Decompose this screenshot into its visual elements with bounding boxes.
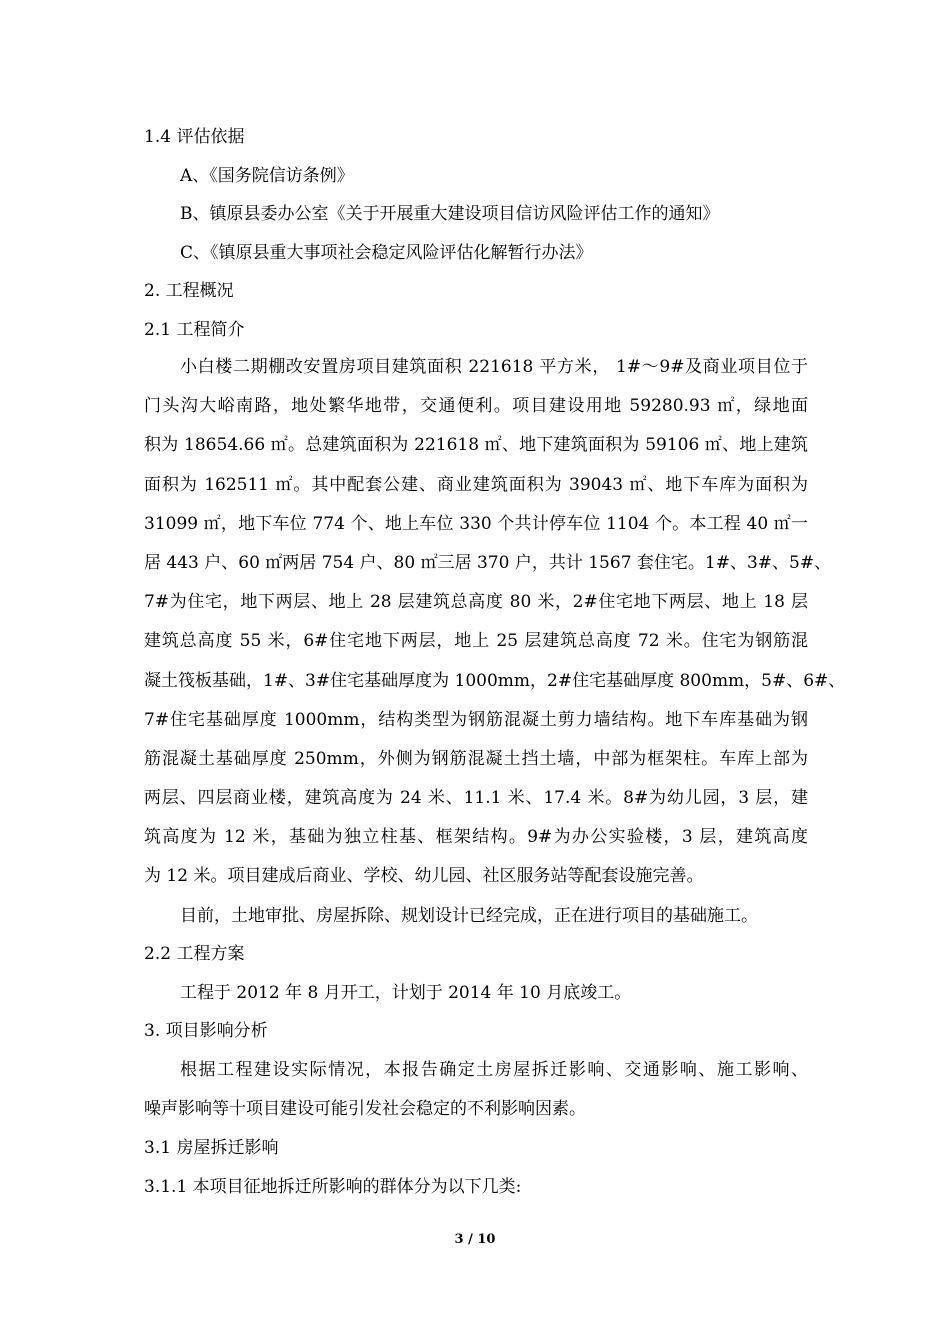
section-heading-2-1: 2.1 工程简介 [144, 319, 245, 340]
section-heading-3: 3. 项目影响分析 [144, 1021, 268, 1042]
paragraph-line: 凝土筏板基础，1#、3#住宅基础厚度为 1000mm，2#住宅基础厚度 800mm，5#、6#、 [144, 670, 846, 691]
project-intro-paragraph [144, 348, 846, 897]
section-heading-3-1-1: 3.1.1 本项目征地拆迁所影响的群体分为以下几类: [144, 1176, 522, 1197]
paragraph-line: 为 12 米。项目建成后商业、学校、幼儿园、社区服务站等配套设施完善。 [144, 866, 704, 887]
paragraph-line: 居 443 户、60 ㎡两居 754 户、80 ㎡三居 370 户，共计 1567 套住宅。1#、3#、5#、 [144, 552, 832, 573]
impact-analysis-paragraph [144, 1051, 808, 1129]
paragraph-line: 两层、四层商业楼，建筑高度为 24 米、11.1 米、17.4 米。8#为幼儿园，3 层，建 [144, 788, 808, 809]
paragraph-line: 31099 ㎡，地下车位 774 个、地上车位 330 个共计停车位 1104 个。本工程 40 ㎡一 [144, 513, 808, 534]
paragraph-line: 小白楼二期棚改安置房项目建筑面积 221618 平方米， 1#～9#及商业项目位于 [180, 357, 808, 377]
paragraph-line: 建筑总高度 55 米，6#住宅地下两层，地上 25 层建筑总高度 72 米。住宅为钢筋混 [144, 631, 808, 652]
project-status-text: 目前，土地审批、房屋拆除、规划设计已经完成，正在进行项目的基础施工。 [180, 905, 758, 926]
section-heading-2-2: 2.2 工程方案 [144, 944, 245, 965]
paragraph-line: 根据工程建设实际情况，本报告确定土房屋拆迁影响、交通影响、施工影响、 [180, 1059, 808, 1080]
paragraph-line: 7#为住宅，地下两层、地上 28 层建筑总高度 80 米，2#住宅地下两层、地上 18 层 [144, 592, 808, 613]
page-number: 3 / 10 [454, 1232, 496, 1247]
section-heading-1-4: 1.4 评估依据 [144, 127, 245, 147]
section-heading-2: 2. 工程概况 [144, 281, 234, 301]
paragraph-line: 筑高度为 12 米，基础为独立柱基、框架结构。9#为办公实验楼，3 层，建筑高度 [144, 827, 808, 848]
paragraph-line: 7#住宅基础厚度 1000mm，结构类型为钢筋混凝土剪力墙结构。地下车库基础为钢 [144, 709, 808, 730]
schedule-text: 工程于 2012 年 8 月开工，计划于 2014 年 10 月底竣工。 [180, 982, 632, 1003]
basis-item-b: B、镇原县委办公室《关于开展重大建设项目信访风险评估工作的通知》 [180, 204, 720, 224]
paragraph-line: 面积为 162511 ㎡。其中配套公建、商业建筑面积为 39043 ㎡、地下车库为面积为 [144, 474, 808, 495]
paragraph-line: 门头沟大峪南路，地处繁华地带，交通便利。项目建设用地 59280.93 ㎡，绿地面 [144, 396, 808, 417]
paragraph-line: 积为 18654.66 ㎡。总建筑面积为 221618 ㎡、地下建筑面积为 59106 ㎡、地上建筑 [144, 435, 808, 456]
section-heading-3-1: 3.1 房屋拆迁影响 [144, 1138, 279, 1158]
document-body [144, 118, 846, 1206]
paragraph-line: 噪声影响等十项目建设可能引发社会稳定的不利影响因素。 [144, 1098, 586, 1119]
basis-item-c: C、《镇原县重大事项社会稳定风险评估化解暂行办法》 [180, 242, 593, 263]
paragraph-line: 筋混凝土基础厚度 250mm，外侧为钢筋混凝土挡土墙，中部为框架柱。车库上部为 [144, 748, 808, 769]
basis-item-a: A、《国务院信访条例》 [180, 165, 354, 186]
